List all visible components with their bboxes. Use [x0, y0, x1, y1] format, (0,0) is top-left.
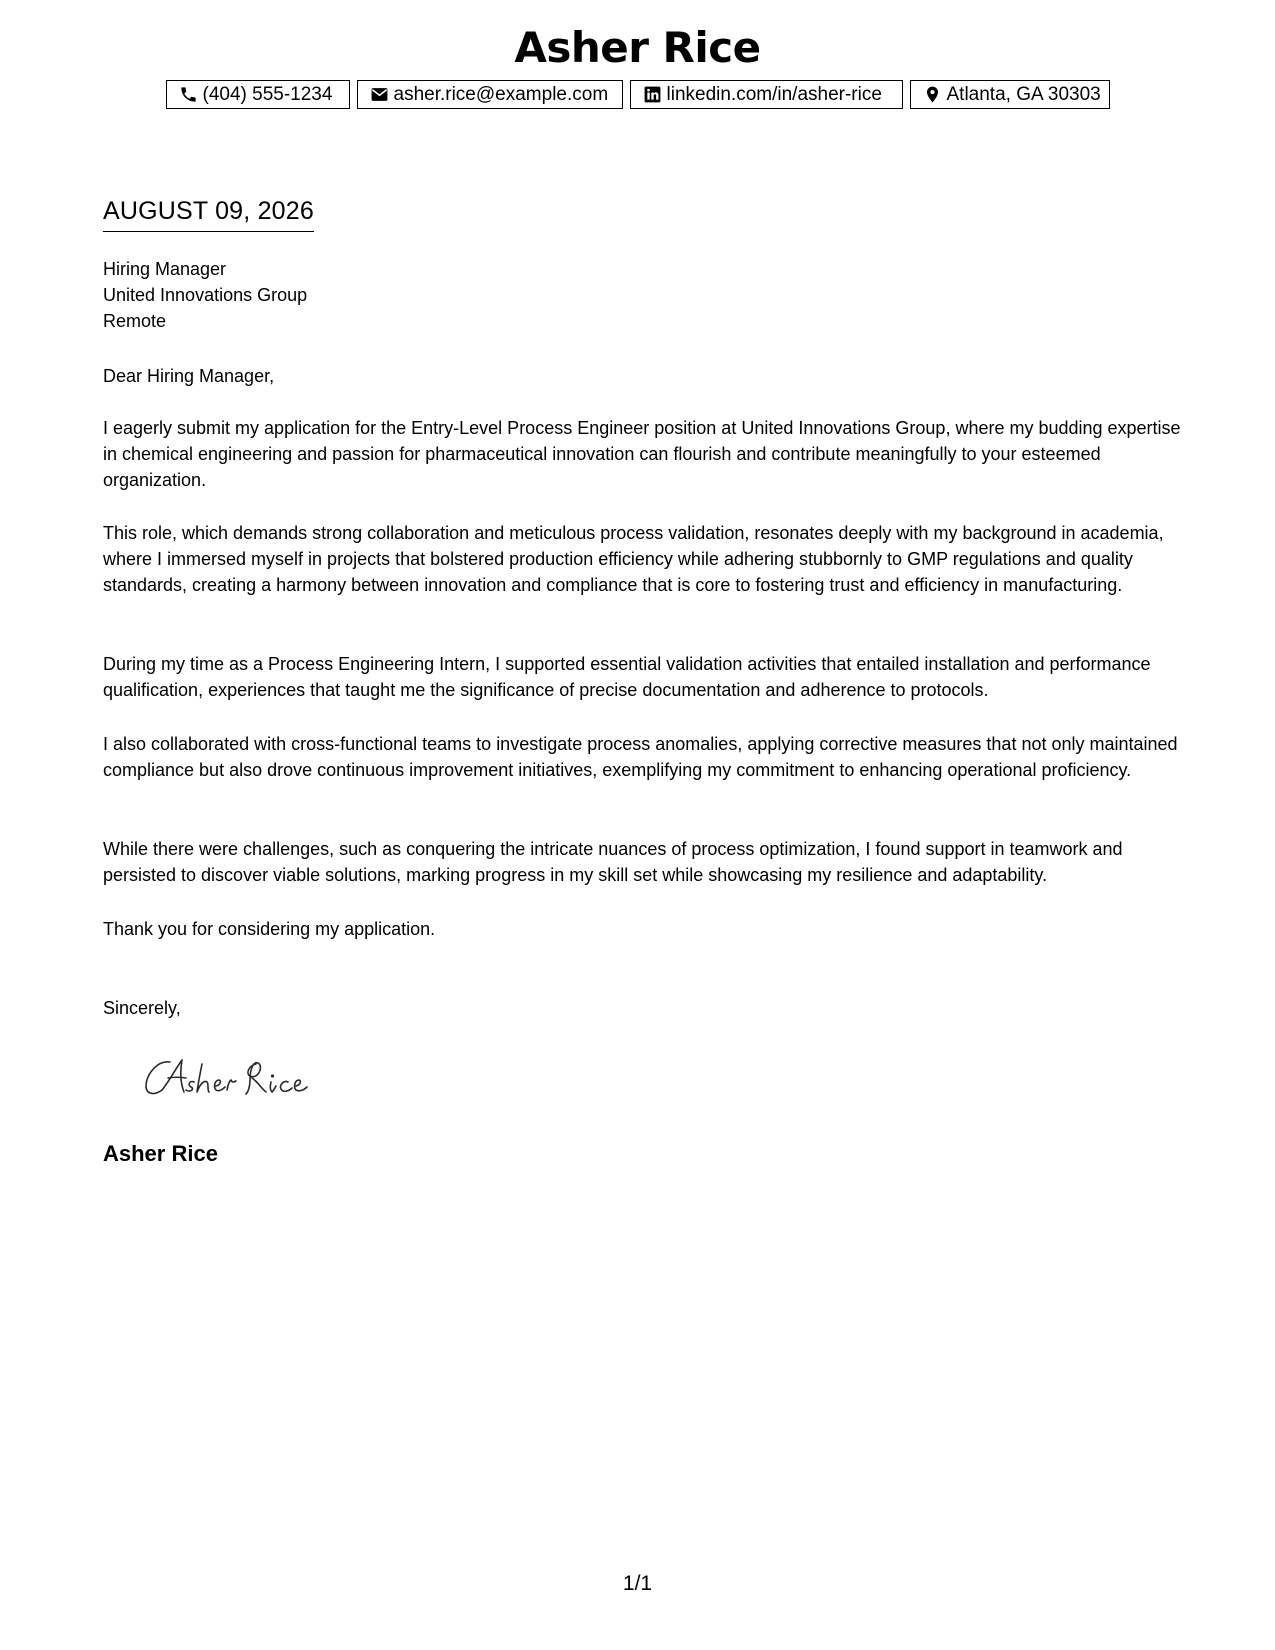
contact-bar [0, 80, 1275, 109]
body-paragraph: This role, which demands strong collaboration and meticulous process validation, resonates deeply with my background in academia, where I immersed myself in projects that bolstered production efficiency while adhering stubbornly to GMP regulations and quality standards, creating a harmony between innovation and compliance that is core to fostering trust and efficiency in manufacturing. [103, 523, 1164, 595]
signer-name: Asher Rice [103, 1141, 218, 1166]
body-paragraph: While there were challenges, such as conquering the intricate nuances of process optimization, I found support in teamwork and persisted to discover viable solutions, marking progress in my skill set while showcasing my resilience and adaptability. [103, 839, 1123, 885]
phone-number: (404) 555-1234 [202, 83, 333, 105]
contact-email[interactable] [357, 80, 623, 109]
recipient-company: United Innovations Group [103, 285, 308, 305]
map-marker-icon [923, 85, 942, 104]
contact-linkedin[interactable] [630, 80, 903, 109]
letter-date: AUGUST 09, 2026 [103, 195, 314, 232]
page-number: 1/1 [622, 1572, 653, 1595]
recipient-block [103, 256, 307, 334]
envelope-icon [370, 85, 389, 104]
contact-phone[interactable] [166, 80, 350, 109]
handwritten-signature [140, 1052, 340, 1102]
body-paragraph: During my time as a Process Engineering Intern, I supported essential validation activities that entailed installation and performance qualification, experiences that taught me the significance of precise documentation and adherence to protocols. [103, 654, 1151, 700]
location-text: Atlanta, GA 30303 [946, 83, 1101, 105]
closing: Sincerely, [103, 998, 181, 1018]
body-paragraph: I eagerly submit my application for the Entry-Level Process Engineer position at United Innovations Group, where my budding expertise in chemical engineering and passion for pharmaceutical innovation can flourish and contribute meaningfully to your esteemed organization. [103, 418, 1181, 490]
recipient-title: Hiring Manager [103, 259, 227, 279]
linkedin-url: linkedin.com/in/asher-rice [666, 83, 882, 105]
recipient-location: Remote [103, 311, 167, 331]
email-address: asher.rice@example.com [393, 83, 609, 105]
phone-icon [179, 85, 198, 104]
body-paragraph: I also collaborated with cross-functional teams to investigate process anomalies, applying corrective measures that not only maintained compliance but also drove continuous improvement initiatives, exemplifying my commitment to enhancing operational proficiency. [103, 734, 1178, 780]
letter-date-block [103, 195, 314, 232]
applicant-name: Asher Rice [514, 23, 761, 72]
salutation: Dear Hiring Manager, [103, 366, 275, 386]
body-paragraph: Thank you for considering my application. [103, 919, 436, 939]
linkedin-icon [643, 85, 662, 104]
contact-location[interactable] [910, 80, 1110, 109]
